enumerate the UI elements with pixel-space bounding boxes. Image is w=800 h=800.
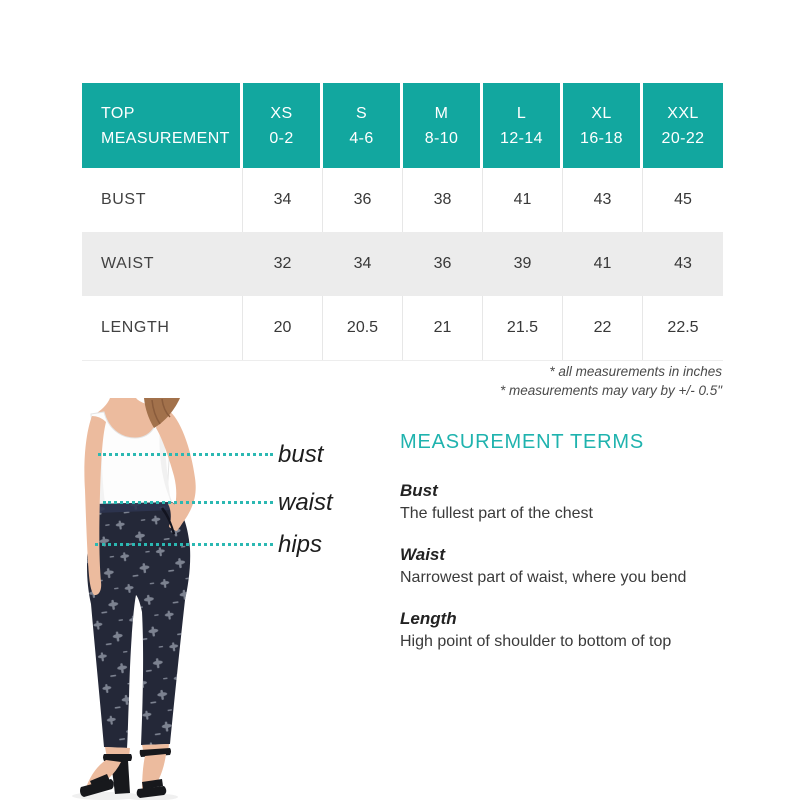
header-cell-m [403, 83, 483, 168]
header-cell-l [483, 83, 563, 168]
term-definition: The fullest part of the chest [400, 505, 593, 522]
bust-measure-line [98, 453, 273, 456]
size-range: 0-2 [269, 129, 294, 147]
table-cell: 22 [563, 296, 643, 360]
term-length [400, 608, 740, 653]
size-table-header-row [82, 83, 723, 168]
term-bust [400, 480, 740, 525]
terms-title: MEASUREMENT TERMS [400, 431, 645, 453]
table-cell: 36 [323, 168, 403, 232]
table-row-length [82, 296, 723, 360]
size-label: L [516, 104, 527, 122]
size-label: XS [270, 104, 293, 122]
hips-measure-line [95, 543, 273, 546]
table-cell: 36 [403, 232, 483, 296]
bust-label: bust [278, 441, 324, 468]
size-label: XL [591, 104, 612, 122]
table-cell: 39 [483, 232, 563, 296]
header-line-1: TOP [101, 104, 135, 122]
pants [87, 502, 190, 748]
term-definition: High point of shoulder to bottom of top [400, 633, 672, 650]
term-definition: Narrowest part of waist, where you bend [400, 569, 687, 586]
table-cell: 20.5 [323, 296, 403, 360]
term-name: Length [400, 609, 457, 628]
term-name: Bust [400, 481, 438, 500]
size-label: XXL [667, 104, 699, 122]
hips-label: hips [278, 531, 323, 558]
table-cell: 32 [243, 232, 323, 296]
header-line-2: MEASUREMENT [101, 129, 230, 147]
term-waist [400, 544, 740, 589]
header-cell-top-measurement [82, 83, 243, 168]
size-label: M [434, 104, 449, 122]
table-cell: 34 [323, 232, 403, 296]
size-range: 16-18 [580, 129, 623, 147]
sandals [80, 744, 171, 798]
size-range: 4-6 [349, 129, 374, 147]
term-name: Waist [400, 545, 446, 564]
table-cell: 41 [483, 168, 563, 232]
header-cell-xxl [643, 83, 723, 168]
table-cell: 43 [563, 168, 643, 232]
table-cell: 41 [563, 232, 643, 296]
table-row-waist [82, 232, 723, 296]
size-range: 12-14 [500, 129, 543, 147]
size-range: 8-10 [424, 129, 459, 147]
row-label: WAIST [82, 232, 243, 296]
table-cell: 38 [403, 168, 483, 232]
table-cell: 21 [403, 296, 483, 360]
footnotes [500, 362, 722, 400]
waist-measure-line [103, 501, 273, 504]
header-cell-xl [563, 83, 643, 168]
waist-label: waist [278, 489, 333, 516]
table-cell: 34 [243, 168, 323, 232]
size-table [82, 83, 723, 361]
size-range: 20-22 [661, 129, 705, 147]
header-cell-s [323, 83, 403, 168]
footnote-variance: * measurements may vary by +/- 0.5" [500, 383, 722, 398]
measurement-terms-section [400, 430, 740, 672]
row-label: BUST [82, 168, 243, 232]
table-cell: 45 [643, 168, 723, 232]
table-cell: 43 [643, 232, 723, 296]
size-label: S [355, 104, 368, 122]
table-cell: 22.5 [643, 296, 723, 360]
header-cell-xs [243, 83, 323, 168]
row-label: LENGTH [82, 296, 243, 360]
table-cell: 20 [243, 296, 323, 360]
table-cell: 21.5 [483, 296, 563, 360]
table-row-bust [82, 168, 723, 232]
footnote-inches: * all measurements in inches [549, 364, 722, 379]
